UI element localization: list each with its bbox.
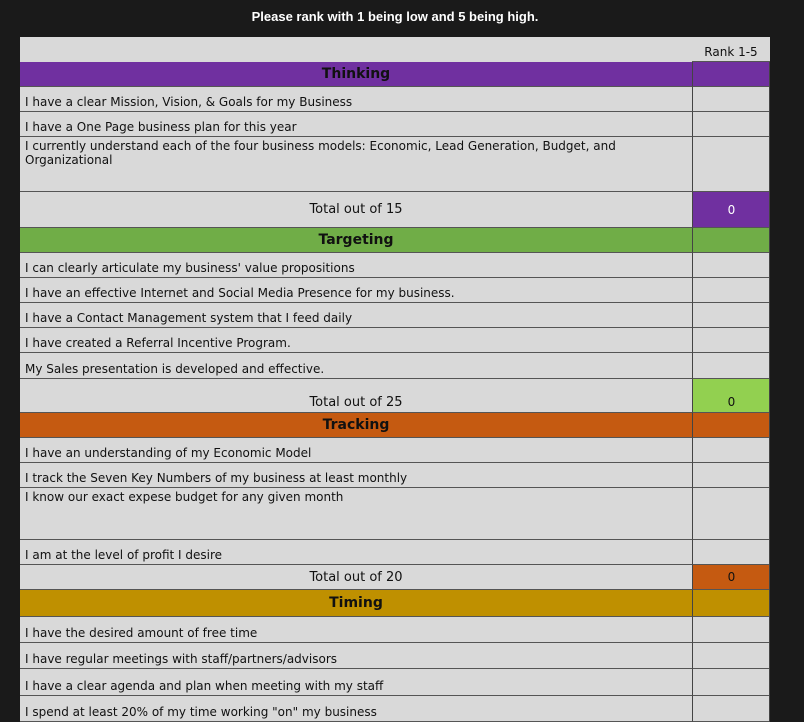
rank-column-header: Rank 1-5 bbox=[692, 37, 770, 62]
section-title: Timing bbox=[20, 590, 692, 617]
rank-input-cell[interactable] bbox=[692, 112, 770, 137]
section-timing-header bbox=[20, 590, 770, 617]
ranking-sheet bbox=[20, 37, 770, 722]
section-title: Targeting bbox=[20, 228, 692, 253]
rank-input-cell[interactable] bbox=[692, 303, 770, 328]
list-item: I track the Seven Key Numbers of my business at least monthly bbox=[20, 463, 770, 488]
rank-input-cell[interactable] bbox=[692, 669, 770, 696]
rank-input-cell[interactable] bbox=[692, 643, 770, 669]
total-row-tracking: Total out of 20 0 bbox=[20, 565, 770, 590]
rank-cell[interactable] bbox=[692, 228, 770, 253]
header-row bbox=[20, 37, 770, 62]
rank-cell[interactable] bbox=[692, 413, 770, 438]
rank-input-cell[interactable] bbox=[692, 353, 770, 379]
total-row-thinking: Total out of 15 0 bbox=[20, 192, 770, 228]
list-item: My Sales presentation is developed and effective. bbox=[20, 353, 770, 379]
list-item: I can clearly articulate my business' value propositions bbox=[20, 253, 770, 278]
list-item: I have created a Referral Incentive Program. bbox=[20, 328, 770, 353]
rank-input-cell[interactable] bbox=[692, 696, 770, 722]
list-item: I have a One Page business plan for this year bbox=[20, 112, 770, 137]
rank-input-cell[interactable] bbox=[692, 463, 770, 488]
total-value: 0 bbox=[692, 192, 770, 228]
list-item: I have a Contact Management system that I feed daily bbox=[20, 303, 770, 328]
list-item: I know our exact expese budget for any given month bbox=[20, 488, 770, 540]
rank-cell[interactable] bbox=[692, 62, 770, 87]
total-value: 0 bbox=[692, 379, 770, 413]
list-item: I have a clear Mission, Vision, & Goals for my Business bbox=[20, 87, 770, 112]
page-title: Please rank with 1 being low and 5 being high. bbox=[251, 9, 539, 24]
rank-input-cell[interactable] bbox=[692, 438, 770, 463]
section-title: Thinking bbox=[20, 62, 692, 87]
rank-input-cell[interactable] bbox=[692, 328, 770, 353]
section-tracking-header bbox=[20, 413, 770, 438]
list-item: I have a clear agenda and plan when meeting with my staff bbox=[20, 669, 770, 696]
rank-input-cell[interactable] bbox=[692, 540, 770, 565]
rank-cell[interactable] bbox=[692, 590, 770, 617]
rank-input-cell[interactable] bbox=[692, 87, 770, 112]
list-item: I currently understand each of the four business models: Economic, Lead Generation, Budget, and Organizational bbox=[20, 137, 770, 192]
rank-input-cell[interactable] bbox=[692, 488, 770, 540]
section-targeting-header bbox=[20, 228, 770, 253]
rank-input-cell[interactable] bbox=[692, 137, 770, 192]
sheet-right-border bbox=[769, 62, 770, 722]
total-value: 0 bbox=[692, 565, 770, 590]
rank-input-cell[interactable] bbox=[692, 253, 770, 278]
section-thinking-header bbox=[20, 62, 770, 87]
rank-input-cell[interactable] bbox=[692, 278, 770, 303]
rank-input-cell[interactable] bbox=[692, 617, 770, 643]
list-item: I spend at least 20% of my time working "on" my business bbox=[20, 696, 770, 722]
list-item: I have an effective Internet and Social Media Presence for my business. bbox=[20, 278, 770, 303]
list-item: I have regular meetings with staff/partners/advisors bbox=[20, 643, 770, 669]
list-item: I have the desired amount of free time bbox=[20, 617, 770, 643]
total-row-targeting: Total out of 25 0 bbox=[20, 379, 770, 413]
section-title: Tracking bbox=[20, 413, 692, 438]
list-item: I am at the level of profit I desire bbox=[20, 540, 770, 565]
list-item: I have an understanding of my Economic Model bbox=[20, 438, 770, 463]
